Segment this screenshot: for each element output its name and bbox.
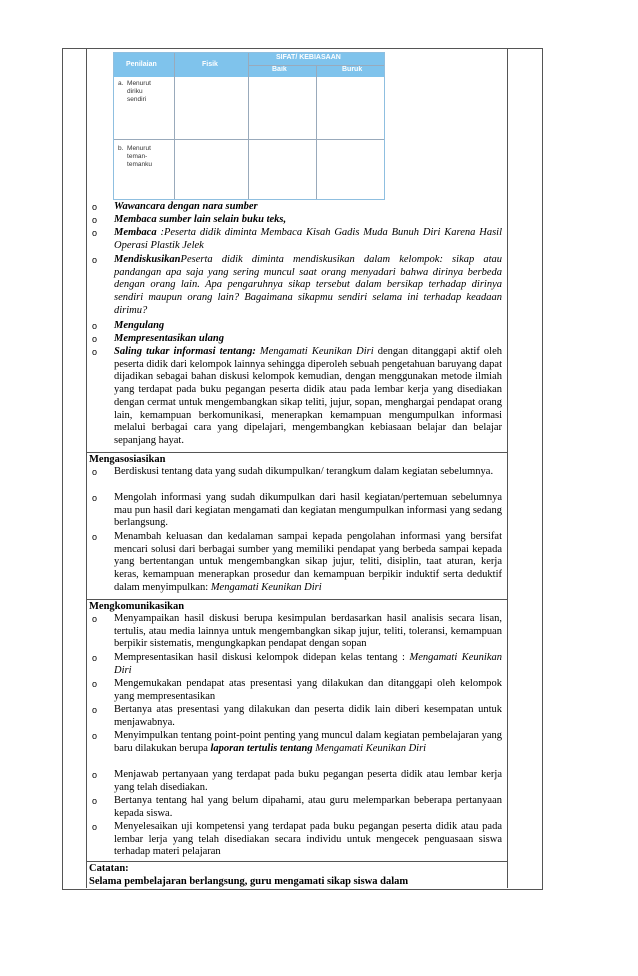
bullet-icon: o [92,347,98,357]
bullet-icon: o [92,822,98,832]
list-item: o Menjawab pertanyaan yang terdapat pada buku pegangan peserta didik atau lembar kerja yang telah disediakan. [92,769,502,793]
section-divider [86,861,507,862]
list-item: o Mengemukakan pendapat atas presentasi yang dilakukan dan ditanggapi oleh kelompok yang mempresentasikan [92,678,502,702]
bullet-icon: o [92,705,98,715]
list-item: o Menambah keluasan dan kedalaman sampai kepada pengolahan informasi yang bersifat mencari solusi dari berbagai sumber yang memiliki pendapat yang berbeda sampai kepada yang bertentangan untuk mengembangkan sikap jujur, teliti, disiplin, taat aturan, kerja keras, kemampuan menerapkan prosedur dan kemampuan berpikir induktif serta deduktif dalam menyimpulkan: Mengamati Keunikan Diri [92,531,502,593]
bullet-icon: o [92,731,98,741]
bullet-icon: o [92,467,98,477]
bullet-icon: o [92,202,98,212]
assessment-table-image [113,52,385,200]
bullet-icon: o [92,334,98,344]
list-item: o Mengolah informasi yang sudah dikumpulkan dari hasil kegiatan/pertemuan sebelumnya mau pun hasil dari kegiatan mengamati dan kegiatan mengumpulkan informasi yang sedang berlangsung. [92,492,502,529]
header-buruk: Buruk [342,66,363,73]
bullet-icon: o [92,215,98,225]
row-menurut-diriku: a. Menurut diriku sendiri [118,80,151,103]
list-item: o Berdiskusi tentang data yang sudah dikumpulkan/ terangkum dalam kegiatan sebelumnya. [92,466,494,477]
header-sifat: SIFAT/ KEBIASAAN [276,54,341,61]
img-divider [316,65,317,199]
table-right-column-divider [507,48,508,888]
mengkomunikasikan-heading: Mengkomunikasikan [89,601,185,612]
list-item: o Bertanya atas presentasi yang dilakukan dan peserta didik lain diberi kesempatan untuk menjawabnya. [92,704,502,728]
list-item: o Bertanya tentang hal yang belum dipahami, atau guru melemparkan beberapa pertanyaan kepada siswa. [92,795,502,819]
list-item: o Menyampaikan hasil diskusi berupa kesimpulan berdasarkan hasil analisis secara lisan, tertulis, atau media lainnya untuk mengembangkan sikap jujur, teliti, toleransi, kemampuan berpikir sistematis, mengungkapkan pendapat dengan sopan [92,613,502,650]
bullet-icon: o [92,255,98,265]
bullet-icon: o [92,532,98,542]
bullet-icon: o [92,493,98,503]
bullet-icon: o [92,653,98,663]
img-divider [248,53,249,199]
mengasosiasikan-heading: Mengasosiasikan [89,454,166,465]
list-item: o Mengulang [92,320,165,331]
list-item: o Menyelesaikan uji kompetensi yang terdapat pada buku pegangan peserta didik atau pada lembar lerja yang telah disediakan secara individu untuk mengecek penguasaan siswa terhadap materi pelajaran [92,821,502,858]
img-divider [248,65,384,66]
bullet-icon: o [92,796,98,806]
bullet-icon: o [92,228,98,238]
bullet-icon: o [92,679,98,689]
catatan-text: Selama pembelajaran berlangsung, guru mengamati sikap siswa dalam [89,876,409,887]
list-item: o Membaca sumber lain selain buku teks, [92,214,287,225]
row-menurut-temanku: b. Menurut teman- temanku [118,145,152,168]
img-divider [174,53,175,199]
img-divider [114,139,384,140]
bullet-icon: o [92,614,98,624]
list-item: o MendiskusikanPeserta didik diminta mendiskusikan dalam kelompok: sikap atau pandangan apa saja yang sering muncul saat orang menyadari bahwa dirinya berbeda dengan orang lain. Apa pengaruhnya sikap tersebut dalam bersikap terhadap dirinya sendiri maupun orang lain? Bagaimana sikapmu sendiri selama ini terhadap keadaan dirimu? [92,254,502,316]
bullet-icon: o [92,770,98,780]
table-left-column [62,48,87,888]
bullet-icon: o [92,321,98,331]
header-baik: Baik [272,66,287,73]
header-penilaian: Penilaian [126,61,157,68]
list-item: o Saling tukar informasi tentang: Mengamati Keunikan Diri dengan ditanggapi aktif oleh peserta didik dari kelompok lainnya sehingga diperoleh sebuah pengetahuan baruyang dapat dijadikan sebagai bahan diskusi kelompok kemudian, dengan menggunakan metode ilmiah yang terdapat pada buku pegangan peserta didik atau pada lembar kerja yang disediakan dengan cermat untuk mengembangkan sikap teliti, jujur, sopan, menghargai pendapat orang lain, kemampuan berkomunikasi, menerapkan kemampuan mengumpulkan informasi melalui berbagai cara yang dipelajari, mengembangkan kebiasaan belajar dan belajar sepanjang hayat. [92,346,502,446]
header-fisik: Fisik [202,61,218,68]
list-item: o Membaca :Peserta didik diminta Membaca Kisah Gadis Muda Bunuh Diri Karena Hasil Operasi Plastik Jelek [92,227,502,251]
list-item: o Menyimpulkan tentang point-point penting yang muncul dalam kegiatan pembelajaran yang baru dilakukan berupa laporan tertulis tentang Mengamati Keunikan Diri [92,730,502,754]
catatan-heading: Catatan: [89,863,129,874]
list-item: o Mempresentasikan hasil diskusi kelompok didepan kelas tentang : Mengamati Keunikan Diri [92,652,502,676]
list-item: o Mempresentasikan ulang [92,333,224,344]
list-item: o Wawancara dengan nara sumber [92,201,258,212]
